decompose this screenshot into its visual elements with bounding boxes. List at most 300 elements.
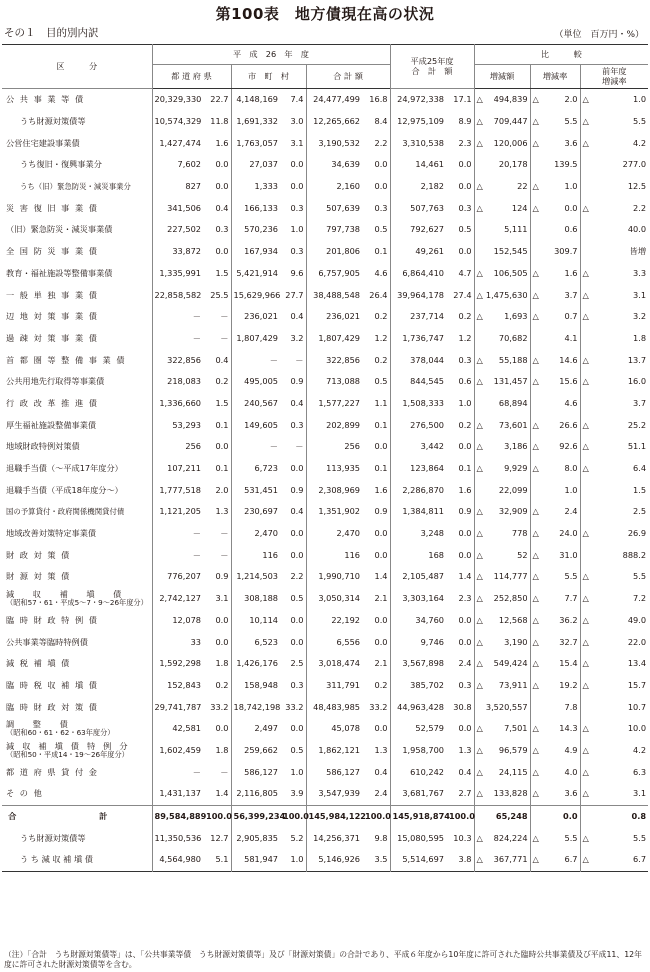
cell-municipal-pct: 0.5 [290, 593, 304, 604]
cell-h25: 3,310,538 [390, 132, 447, 154]
cell-total: 145,984,122 [306, 805, 363, 827]
decrease-sign: △ [532, 376, 539, 387]
cell-total-pct: 2.1 [374, 593, 388, 604]
cell-change-rate [530, 566, 580, 588]
table-row [2, 805, 648, 827]
cell-municipal: 15,629,966 [231, 284, 281, 306]
cell-h25-pct: 2.4 [458, 658, 472, 669]
cell-change-amount [474, 631, 530, 653]
row-label [2, 284, 152, 306]
decrease-sign: △ [582, 766, 589, 777]
cell-prev-rate [580, 414, 648, 436]
cell-prefecture: 1,121,205 [152, 501, 204, 523]
cell-prefecture: 107,211 [152, 458, 204, 480]
row-label-sub: （昭和57・61・平成5～7・9～26年度分） [6, 598, 148, 608]
cell-prev-rate [580, 783, 648, 805]
table-row [2, 328, 648, 350]
cell-municipal-pct: 0.0 [290, 528, 304, 539]
row-label [2, 219, 152, 241]
cell-h25: 610,242 [390, 761, 447, 783]
row-label-text: 臨 時 財 政 対 策 債 [6, 701, 99, 712]
cell-prefecture-pct: － [220, 528, 229, 539]
header-h25-line2: 合 計 額 [411, 65, 453, 76]
cell-municipal-pct: 0.9 [290, 484, 304, 495]
cell-total-pct: 0.1 [374, 246, 388, 257]
row-label [2, 349, 152, 371]
change-value: 70,682 [498, 332, 528, 343]
cell-municipal: 1,691,332 [231, 111, 281, 133]
decrease-sign: △ [582, 463, 589, 474]
cell-total-pct: 33.2 [369, 701, 388, 712]
cell-h25-pct: 0.0 [458, 614, 472, 625]
change-value: 277.0 [622, 159, 647, 170]
cell-prefecture-pct: 0.4 [215, 354, 229, 365]
cell-total: 1,351,902 [306, 501, 363, 523]
cell-prefecture: 10,574,329 [152, 111, 204, 133]
cell-prefecture: 1,431,137 [152, 783, 204, 805]
cell-municipal-pct: 3.0 [290, 116, 304, 127]
decrease-sign: △ [532, 181, 539, 192]
cell-change-rate [530, 827, 580, 849]
change-value: 0.7 [564, 311, 578, 322]
cell-municipal: － [231, 349, 281, 371]
cell-prev-rate [580, 631, 648, 653]
cell-municipal-pct: 1.0 [290, 854, 304, 865]
cell-h25-pct: 0.0 [458, 159, 472, 170]
cell-h25: 12,975,109 [390, 111, 447, 133]
row-label [2, 371, 152, 393]
cell-prefecture-pct: 0.0 [215, 246, 229, 257]
change-value: 4.1 [564, 332, 578, 343]
cell-total: 2,470 [306, 523, 363, 545]
decrease-sign: △ [532, 116, 539, 127]
cell-change-rate [530, 610, 580, 632]
cell-change-amount [474, 414, 530, 436]
cell-prefecture-pct: 0.9 [215, 571, 229, 582]
cell-change-amount [474, 154, 530, 176]
cell-prefecture-pct: 1.3 [215, 506, 229, 517]
change-value: 3.6 [564, 137, 578, 148]
cell-municipal: 5,421,914 [231, 263, 281, 285]
cell-h25: 3,303,164 [390, 588, 447, 610]
decrease-sign: △ [582, 571, 589, 582]
cell-municipal-pct: 1.0 [290, 224, 304, 235]
cell-change-amount [474, 176, 530, 198]
row-label [2, 849, 152, 871]
cell-prefecture-pct: 0.0 [215, 636, 229, 647]
cell-change-rate [530, 675, 580, 697]
cell-change-amount [474, 306, 530, 328]
cell-h25: 237,714 [390, 306, 447, 328]
change-value: 6.7 [633, 854, 647, 865]
cell-prefecture-pct: 11.8 [210, 116, 229, 127]
cell-prev-rate [580, 89, 648, 111]
cell-change-amount [474, 241, 530, 263]
change-value: 51.1 [627, 441, 647, 452]
row-label [2, 761, 152, 783]
cell-prefecture-pct: 0.1 [215, 463, 229, 474]
cell-total: 12,265,662 [306, 111, 363, 133]
cell-prefecture: 29,741,787 [152, 696, 204, 718]
unit-label: （単位 百万円・%） [554, 30, 644, 40]
row-label-text: 減 税 補 塡 債 [6, 658, 71, 669]
decrease-sign: △ [532, 832, 539, 843]
debt-table [2, 44, 648, 872]
cell-prefecture: 33,872 [152, 241, 204, 263]
cell-prefecture-pct: 2.0 [215, 484, 229, 495]
cell-h25: 9,746 [390, 631, 447, 653]
cell-prefecture-pct: － [220, 332, 229, 343]
cell-change-rate [530, 154, 580, 176]
cell-municipal-pct: 0.4 [290, 506, 304, 517]
cell-municipal-pct: 0.3 [290, 419, 304, 430]
cell-prefecture: 776,207 [152, 566, 204, 588]
decrease-sign: △ [476, 723, 483, 734]
cell-h25: 1,736,747 [390, 328, 447, 350]
row-label-text: 厚生福祉施設整備事業債 [6, 419, 97, 430]
cell-prev-rate [580, 176, 648, 198]
change-value: 549,424 [493, 658, 528, 669]
cell-total: 201,806 [306, 241, 363, 263]
cell-change-amount [474, 393, 530, 415]
cell-municipal: 2,905,835 [231, 827, 281, 849]
decrease-sign: △ [476, 528, 483, 539]
cell-total-pct: 1.4 [374, 571, 388, 582]
decrease-sign: △ [582, 832, 589, 843]
row-label-text: 公共事業等臨時特例債 [6, 636, 88, 647]
cell-change-rate [530, 414, 580, 436]
cell-change-rate [530, 284, 580, 306]
cell-prefecture-pct: 0.0 [215, 181, 229, 192]
cell-municipal-pct: － [295, 441, 304, 452]
change-value: 888.2 [622, 549, 647, 560]
cell-h25-pct: 1.0 [458, 397, 472, 408]
change-value: 5.5 [564, 571, 578, 582]
cell-h25-pct: 0.4 [458, 766, 472, 777]
cell-total: 22,192 [306, 610, 363, 632]
change-value: 139.5 [554, 159, 578, 170]
cell-change-amount [474, 197, 530, 219]
cell-total: 45,078 [306, 718, 363, 740]
header-prev-rate-line2: 増減率 [602, 75, 627, 86]
cell-change-amount [474, 458, 530, 480]
cell-h25: 44,963,428 [390, 696, 447, 718]
row-label [2, 328, 152, 350]
cell-h25: 6,864,410 [390, 263, 447, 285]
cell-municipal: 586,127 [231, 761, 281, 783]
change-value: 824,224 [493, 832, 528, 843]
change-value: 152,545 [493, 246, 528, 257]
cell-municipal: 149,605 [231, 414, 281, 436]
cell-change-amount [474, 610, 530, 632]
cell-prefecture-pct: 3.1 [215, 593, 229, 604]
cell-h25: 1,508,333 [390, 393, 447, 415]
cell-total-pct: 1.1 [374, 397, 388, 408]
cell-change-rate [530, 805, 580, 827]
change-value: 1.0 [564, 181, 578, 192]
change-value: 5.5 [633, 116, 647, 127]
change-value: 4.2 [633, 744, 647, 755]
decrease-sign: △ [532, 636, 539, 647]
cell-change-rate [530, 653, 580, 675]
row-label [2, 696, 152, 718]
row-label-text: 財 源 対 策 債 [6, 571, 71, 582]
cell-change-amount [474, 653, 530, 675]
decrease-sign: △ [582, 289, 589, 300]
cell-h25-pct: 1.3 [458, 744, 472, 755]
cell-prefecture: 1,427,474 [152, 132, 204, 154]
cell-total-pct: 0.3 [374, 202, 388, 213]
table-row [2, 761, 648, 783]
decrease-sign: △ [532, 744, 539, 755]
row-label-text: そ の 他 [6, 788, 44, 799]
cell-municipal: 531,451 [231, 479, 281, 501]
cell-change-amount [474, 588, 530, 610]
cell-prefecture-pct: 25.5 [210, 289, 229, 300]
row-label-text: うち復旧・復興事業分 [20, 159, 102, 170]
change-value: 114,777 [493, 571, 528, 582]
decrease-sign: △ [532, 289, 539, 300]
table-row [2, 349, 648, 371]
cell-h25: 2,182 [390, 176, 447, 198]
header-change-rate: 増減率 [530, 65, 580, 89]
decrease-sign: △ [582, 723, 589, 734]
cell-change-rate [530, 761, 580, 783]
cell-total: 3,547,939 [306, 783, 363, 805]
change-value: 9,929 [504, 463, 528, 474]
change-value: 32,909 [498, 506, 528, 517]
cell-change-rate [530, 328, 580, 350]
cell-municipal-pct: 0.5 [290, 744, 304, 755]
cell-prefecture: 341,506 [152, 197, 204, 219]
cell-change-rate [530, 849, 580, 871]
cell-total-pct: 0.0 [374, 441, 388, 452]
row-label [2, 827, 152, 849]
cell-prev-rate [580, 349, 648, 371]
cell-h25: 276,500 [390, 414, 447, 436]
cell-total-pct: 0.0 [374, 549, 388, 560]
cell-prefecture: 227,502 [152, 219, 204, 241]
cell-change-rate [530, 436, 580, 458]
change-value: 12,568 [498, 614, 528, 625]
decrease-sign: △ [582, 636, 589, 647]
subtitle: その１ 目的別内訳 [4, 27, 99, 39]
footnote: （注）「合計 うち財源対策債等」は、「公共事業等債 うち財源対策債等」及び「財源対策債」の合計であり、平成６年度から10年度に許可された臨時公共事業債及び平成11、12年度に許可された財源対策債等を含む。 [4, 950, 642, 969]
cell-total-pct: 0.1 [374, 419, 388, 430]
cell-prefecture: 1,592,298 [152, 653, 204, 675]
cell-prev-rate [580, 436, 648, 458]
cell-municipal-pct: 2.2 [290, 571, 304, 582]
decrease-sign: △ [476, 679, 483, 690]
row-label [2, 653, 152, 675]
cell-change-amount [474, 849, 530, 871]
cell-total-pct: 100.0 [363, 805, 390, 827]
change-value: 1.0 [633, 94, 647, 105]
cell-total: 2,160 [306, 176, 363, 198]
cell-total: 202,899 [306, 414, 363, 436]
cell-h25-pct: 0.0 [458, 723, 472, 734]
decrease-sign: △ [532, 441, 539, 452]
cell-h25-pct: 100.0 [447, 805, 474, 827]
decrease-sign: △ [532, 549, 539, 560]
cell-total: 116 [306, 544, 363, 566]
cell-h25: 145,918,874 [390, 805, 447, 827]
row-label [2, 436, 152, 458]
cell-municipal: － [231, 436, 281, 458]
cell-h25-pct: 8.9 [458, 116, 472, 127]
cell-change-rate [530, 393, 580, 415]
change-value: 709,447 [493, 116, 528, 127]
decrease-sign: △ [532, 267, 539, 278]
cell-total: 713,088 [306, 371, 363, 393]
cell-prefecture: 22,858,582 [152, 284, 204, 306]
cell-municipal-pct: 5.2 [290, 832, 304, 843]
table-row [2, 544, 648, 566]
row-label [2, 675, 152, 697]
table-body [2, 89, 648, 872]
table-row [2, 523, 648, 545]
cell-h25: 15,080,595 [390, 827, 447, 849]
cell-change-amount [474, 566, 530, 588]
decrease-sign: △ [476, 744, 483, 755]
cell-change-rate [530, 241, 580, 263]
change-value: 1.5 [633, 484, 647, 495]
cell-municipal-pct: 1.0 [290, 766, 304, 777]
cell-h25: 123,864 [390, 458, 447, 480]
cell-h25: 792,627 [390, 219, 447, 241]
cell-municipal: 1,807,429 [231, 328, 281, 350]
cell-change-amount [474, 219, 530, 241]
row-label [2, 458, 152, 480]
cell-total-pct: 26.4 [369, 289, 388, 300]
cell-total: 256 [306, 436, 363, 458]
cell-prev-rate [580, 501, 648, 523]
row-label [2, 414, 152, 436]
cell-prev-rate [580, 827, 648, 849]
cell-municipal-pct: 33.2 [285, 701, 304, 712]
cell-h25-pct: 27.4 [453, 289, 472, 300]
cell-prefecture: 11,350,536 [152, 827, 204, 849]
change-value: 6.3 [633, 766, 647, 777]
change-value: 1,693 [504, 311, 528, 322]
cell-change-amount [474, 827, 530, 849]
row-label [2, 306, 152, 328]
change-value: 3,520,557 [485, 701, 528, 712]
cell-municipal: 581,947 [231, 849, 281, 871]
decrease-sign: △ [532, 528, 539, 539]
cell-total-pct: 0.5 [374, 224, 388, 235]
cell-prefecture-pct: 1.5 [215, 267, 229, 278]
cell-municipal-pct: 0.4 [290, 397, 304, 408]
cell-change-rate [530, 479, 580, 501]
cell-municipal: 166,133 [231, 197, 281, 219]
cell-h25: 34,760 [390, 610, 447, 632]
cell-municipal: 240,567 [231, 393, 281, 415]
cell-municipal: 236,021 [231, 306, 281, 328]
decrease-sign: △ [582, 658, 589, 669]
cell-change-rate [530, 718, 580, 740]
cell-municipal: 1,333 [231, 176, 281, 198]
page-title: 第100表 地方債現在高の状況 [215, 5, 435, 23]
change-value: 73,601 [498, 419, 528, 430]
decrease-sign: △ [476, 463, 483, 474]
decrease-sign: △ [532, 506, 539, 517]
table-row [2, 414, 648, 436]
change-value: 3.3 [633, 267, 647, 278]
row-label-text: 過 疎 対 策 事 業 債 [6, 332, 99, 343]
decrease-sign: △ [532, 571, 539, 582]
decrease-sign: △ [582, 528, 589, 539]
row-label [2, 393, 152, 415]
change-value: 131,457 [493, 376, 528, 387]
row-label-text: う ち 減 収 補 塡 債 [20, 854, 93, 865]
cell-municipal: 4,148,169 [231, 89, 281, 111]
cell-prefecture: 256 [152, 436, 204, 458]
cell-h25-pct: 1.6 [458, 484, 472, 495]
decrease-sign: △ [476, 202, 483, 213]
change-value: 15.7 [627, 679, 647, 690]
change-value: 3.1 [633, 289, 647, 300]
cell-prefecture-pct: 1.8 [215, 658, 229, 669]
cell-change-rate [530, 588, 580, 610]
cell-prev-rate [580, 219, 648, 241]
cell-h25-pct: 0.0 [458, 181, 472, 192]
decrease-sign: △ [476, 441, 483, 452]
cell-h25-pct: 0.0 [458, 636, 472, 647]
cell-prev-rate [580, 154, 648, 176]
cell-municipal-pct: 0.9 [290, 376, 304, 387]
cell-total: 1,990,710 [306, 566, 363, 588]
cell-total-pct: 1.6 [374, 484, 388, 495]
cell-municipal-pct: 3.2 [290, 332, 304, 343]
row-label [2, 588, 152, 610]
cell-municipal: 56,399,234 [231, 805, 281, 827]
row-label [2, 631, 152, 653]
decrease-sign: △ [582, 311, 589, 322]
header-h25-line1: 平成25年度 [410, 56, 454, 67]
table-row [2, 740, 648, 762]
decrease-sign: △ [582, 614, 589, 625]
cell-h25: 378,044 [390, 349, 447, 371]
change-value: 68,894 [498, 397, 528, 408]
cell-h25: 14,461 [390, 154, 447, 176]
change-value: 96,579 [498, 744, 528, 755]
table-row [2, 588, 648, 610]
table-row [2, 371, 648, 393]
cell-total-pct: 0.4 [374, 766, 388, 777]
cell-total: 236,021 [306, 306, 363, 328]
cell-municipal: 230,697 [231, 501, 281, 523]
change-value: 1.6 [564, 267, 578, 278]
change-value: 3.7 [564, 289, 578, 300]
row-label [2, 241, 152, 263]
header-municipal: 市 町 村 [231, 65, 306, 89]
decrease-sign: △ [532, 723, 539, 734]
change-value: 73,911 [498, 679, 528, 690]
change-value: 24.0 [559, 528, 578, 539]
row-label-text: （旧）緊急防災・減災事業債 [6, 224, 113, 235]
cell-municipal: 2,470 [231, 523, 281, 545]
table-row [2, 501, 648, 523]
cell-h25-pct: 2.3 [458, 593, 472, 604]
change-value: 25.2 [627, 419, 647, 430]
cell-municipal: 6,523 [231, 631, 281, 653]
change-value: 5.5 [633, 832, 647, 843]
cell-prev-rate [580, 371, 648, 393]
table-row [2, 783, 648, 805]
cell-prev-rate [580, 393, 648, 415]
cell-prefecture-pct: 1.4 [215, 788, 229, 799]
